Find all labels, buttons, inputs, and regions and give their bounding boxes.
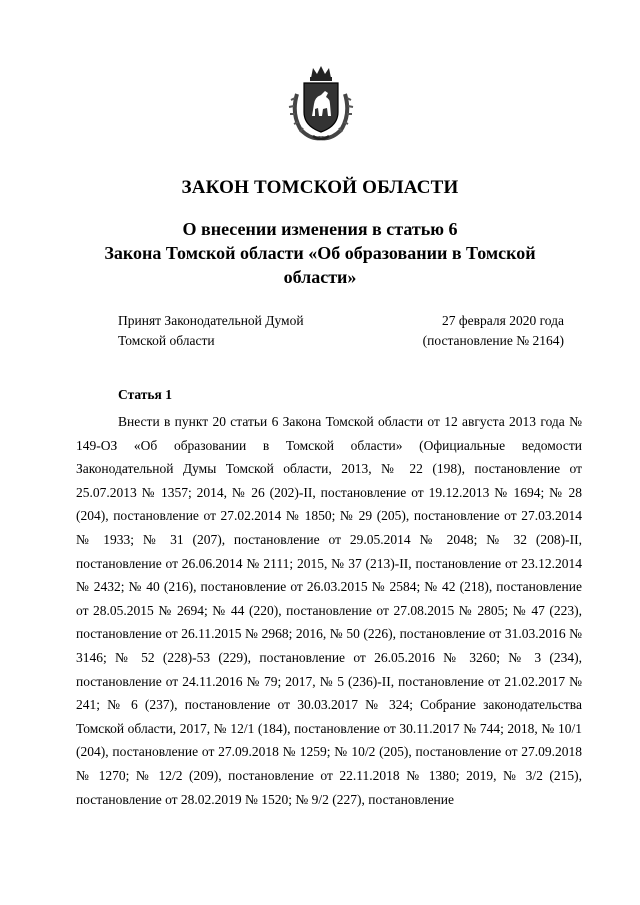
article-text: Внести в пункт 20 статьи 6 Закона Томской области от 12 августа 2013 года № 149-ОЗ «Об образовании в Томской области» (Официальные ведомости Законодательной Думы Томской области, 2013, № 22 (198), постановление от 25.07.2013 № 1357; 2014, № 26 (202)-II, постановление от 19.12.2013 № 1694; № 28 (204), постановление от 27.02.2014 № 1850; № 29 (205), постановление от 27.03.2014 № 1933; № 31 (207), постановление от 29.05.2014 № 2048; № 32 (208)-II, постановление от 26.06.2014 № 2111; 2015, № 37 (213)-II, постановление от 23.12.2014 № 2432; № 40 (216), постановление от 26.03.2015 № 2584; № 42 (218), постановление от 28.05.2015 № 2694; № 44 (220), постановление от 27.08.2015 № 2805; № 47 (223), постановление от 26.11.2015 № 2968; 2016, № 50 (226), постановление от 31.03.2016 № 3146; № 52 (228)-53 (229), постановление от 26.05.2016 № 3260; № 3 (234), постановление от 24.11.2016 № 79; 2017, № 5 (236)-II, постановление от 21.02.2017 № 241; № 6 (237), постановление от 30.03.2017 № 324; Собрание законодательства Томской области, 2017, № 12/1 (184), постановление от 30.11.2017 № 744; 2018, № 10/1 (204), постановление от 27.09.2018 № 1259; № 10/2 (205), постановление от 27.09.2018 № 1270; № 12/2 (209), постановление от 22.11.2018 № 1380; 2019, № 3/2 (215), постановление от 28.02.2019 № 1520; № 9/2 (227), постановление — [76, 414, 582, 807]
subtitle-line: области» — [283, 267, 357, 287]
adopted-by-line: Томской области — [118, 333, 215, 348]
law-title: ЗАКОН ТОМСКОЙ ОБЛАСТИ — [181, 177, 459, 198]
subtitle-line: Закона Томской области «Об образовании в Томской — [104, 243, 536, 263]
adopted-by-line: Принят Законодательной Думой — [118, 313, 304, 328]
adoption-date-line: 27 февраля 2020 года — [442, 313, 564, 328]
article-heading: Статья 1 — [118, 387, 172, 402]
adoption-date — [423, 311, 564, 351]
resolution-number: (постановление № 2164) — [422, 333, 564, 348]
law-subtitle — [70, 217, 570, 289]
tomsk-coat-of-arms-icon — [287, 64, 355, 142]
adopted-by — [118, 311, 304, 351]
subtitle-line: О внесении изменения в статью 6 — [182, 219, 458, 239]
